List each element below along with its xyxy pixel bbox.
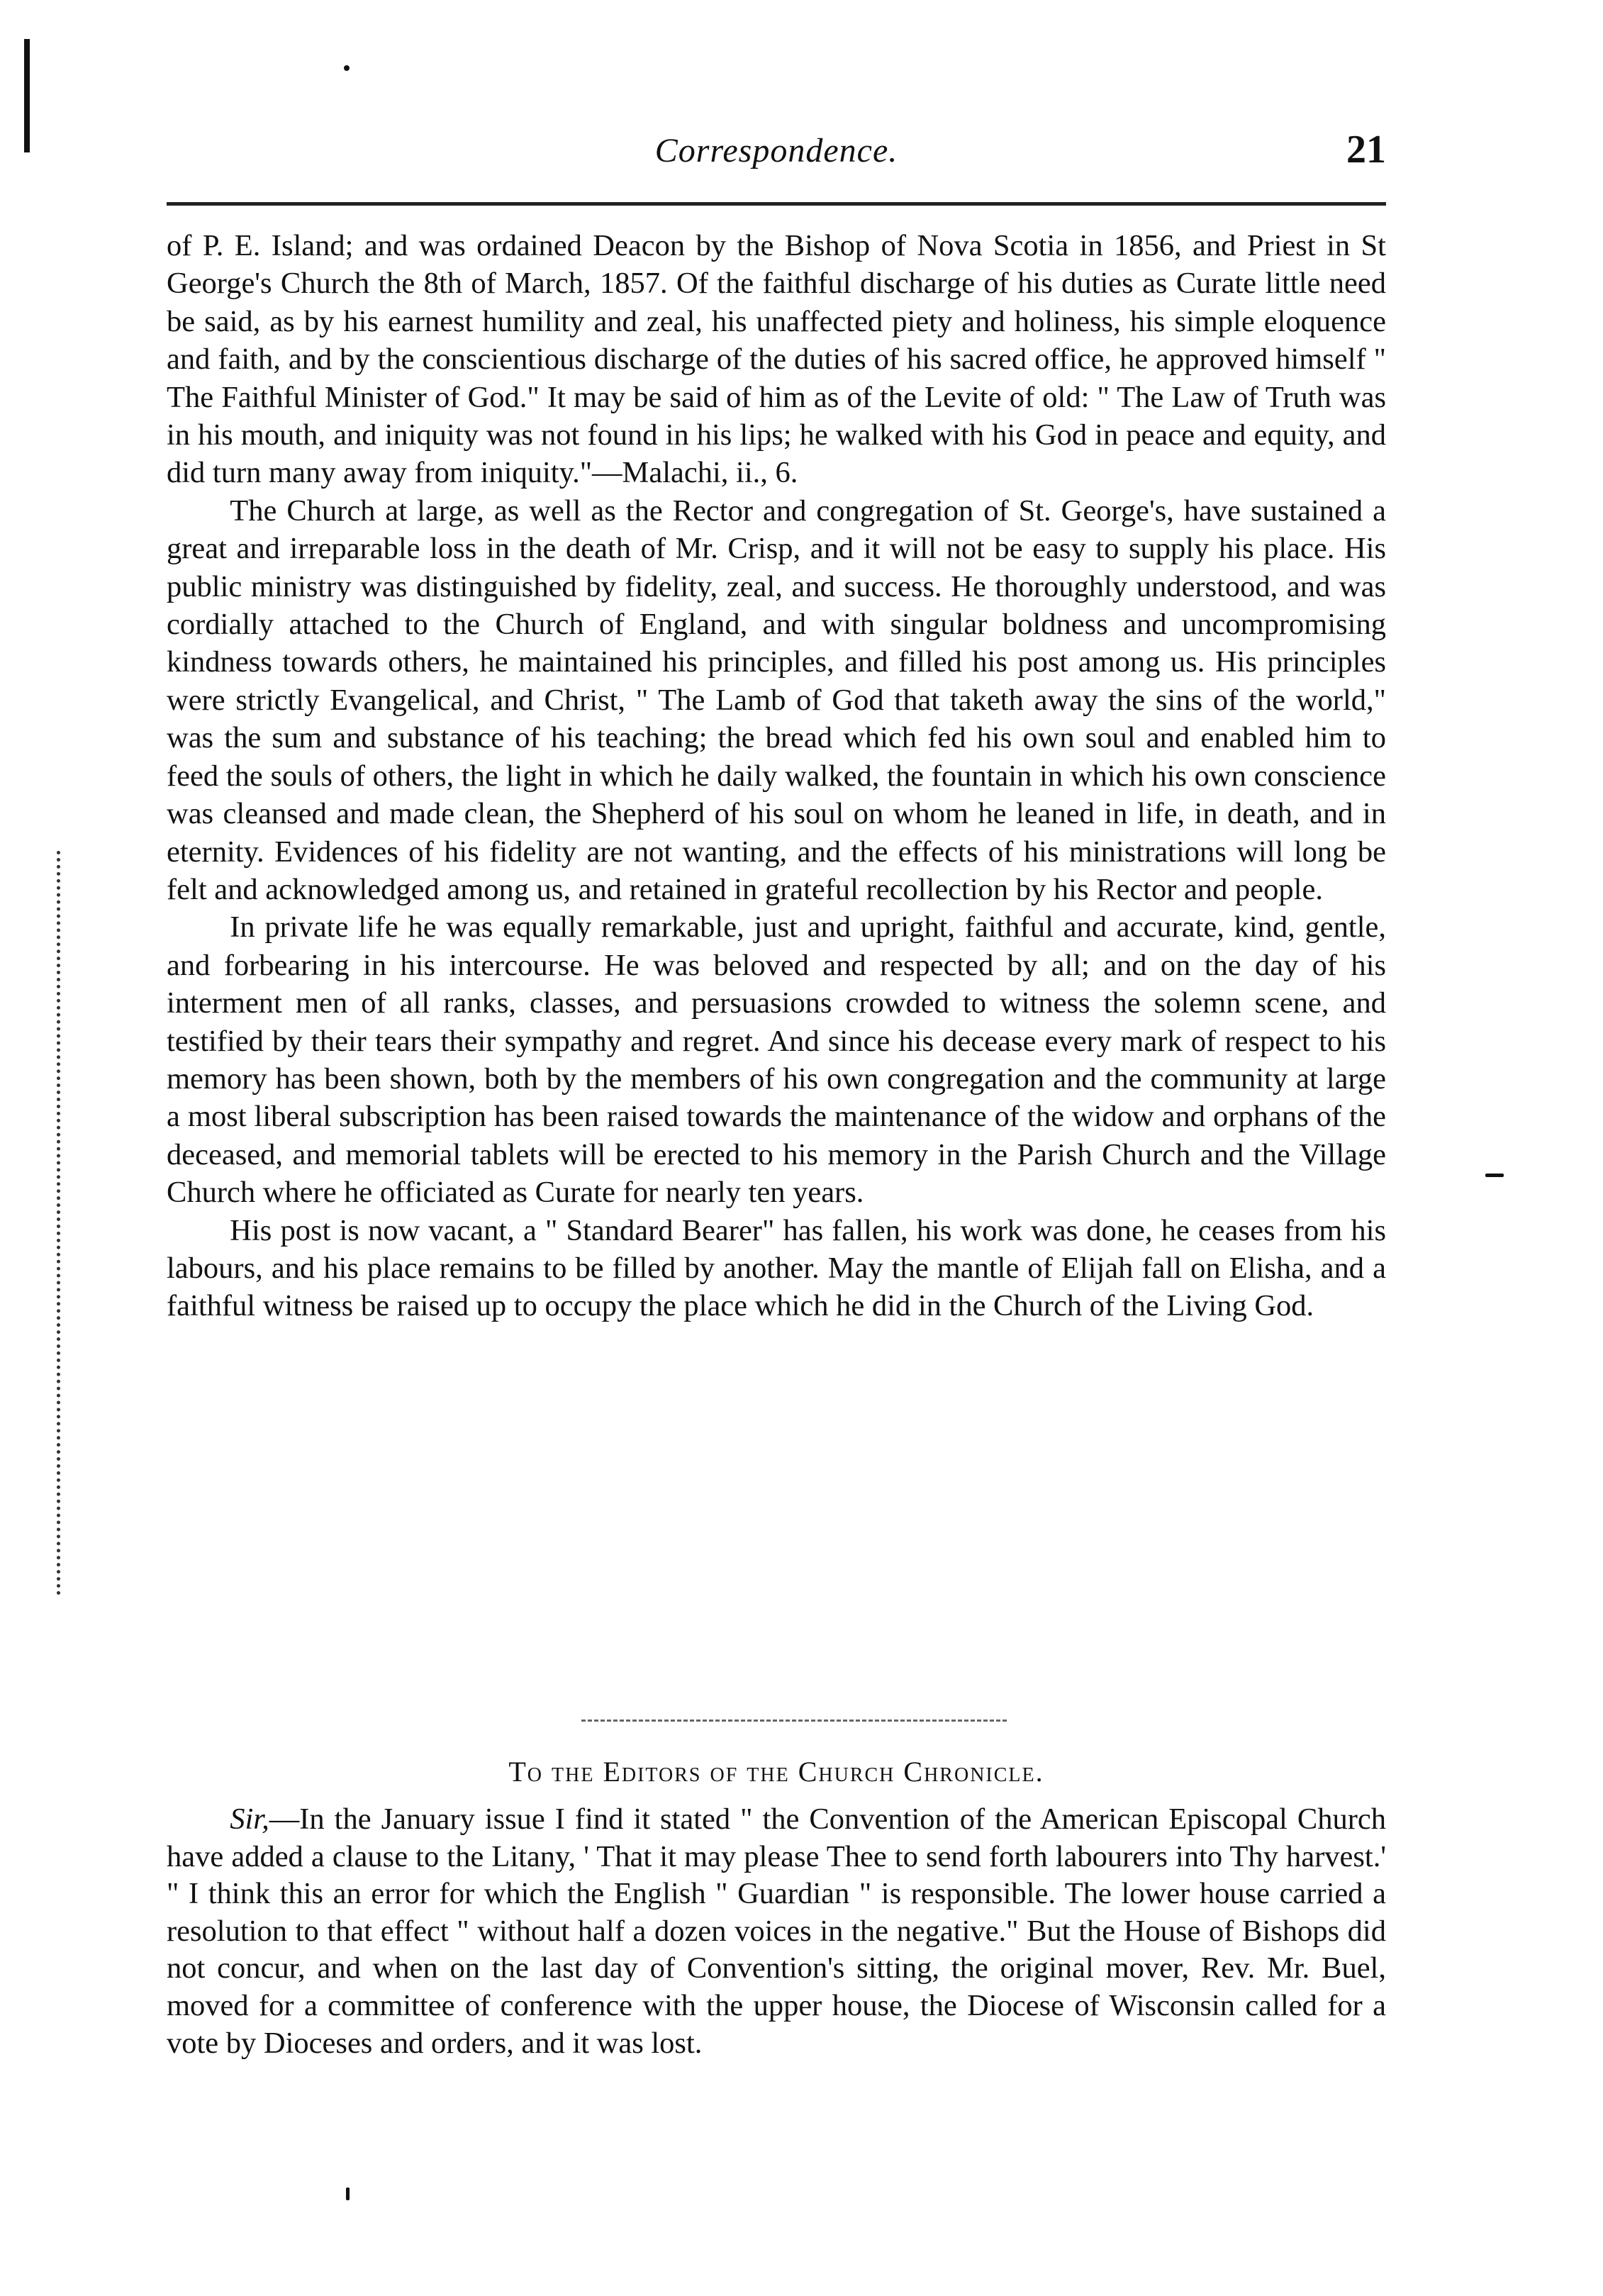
- article-body: [167, 227, 1386, 1325]
- scan-speck: [346, 2188, 350, 2200]
- scan-margin-dots: [57, 851, 60, 1595]
- page-number: 21: [1346, 128, 1386, 172]
- article-paragraph: of P. E. Island; and was ordained Deacon by the Bishop of Nova Scotia in 1856, and Priest in St George's Church the 8th of March, 1857. Of the faithful discharge of his duties as Curate little need be said, as by his earnest humility and zeal, his unaffected piety and holiness, his simple eloquence and faith, and by the conscientious discharge of the duties of his sacred office, he approved himself " The Faithful Minister of God." It may be said of him as of the Levite of old: " The Law of Truth was in his mouth, and iniquity was not found in his lips; he walked with his God in peace and equity, and did turn many away from iniquity."—Malachi, ii., 6.: [167, 229, 1386, 490]
- scan-speck: [1485, 1174, 1504, 1177]
- scan-speck: [344, 65, 350, 71]
- running-title: Correspondence.: [654, 132, 898, 169]
- page-header: [167, 124, 1386, 206]
- article-paragraph: The Church at large, as well as the Rector and congregation of St. George's, have sustained a great and irreparable loss in the death of Mr. Crisp, and it will not be easy to supply his place. His public ministry was distinguished by fidelity, zeal, and success. He thoroughly understood, and was cordially attached to the Church of England, and with singular boldness and uncompromising kindness towards others, he maintained his principles, and filled his post among us. His principles were strictly Evangelical, and Christ, " The Lamb of God that taketh away the sins of the world," was the sum and substance of his teaching; the bread which fed his own soul and enabled him to feed the souls of others, the light in which he daily walked, the fountain in which his own conscience was cleansed and made clean, the Shepherd of his soul on whom he leaned in life, in death, and in eternity. Evidences of his fidelity are not wanting, and the effects of his ministrations will long be felt and acknowledged among us, and retained in grateful recollection by his Rector and people.: [167, 494, 1386, 906]
- scan-margin-bar: [24, 39, 30, 152]
- letter-salutation: Sir,: [230, 1802, 269, 1836]
- article-paragraph: His post is now vacant, a " Standard Bearer" has fallen, his work was done, he ceases from his labours, and his place remains to be filled by another. May the mantle of Elijah fall on Elisha, and a faithful witness be raised up to occupy the place which he did in the Church of the Living God.: [167, 1213, 1386, 1323]
- letter-paragraph: [167, 1801, 1386, 2062]
- letter-heading: To the Editors of the Church Chronicle.: [508, 1756, 1044, 1788]
- letter-body: [167, 1801, 1386, 2062]
- section-divider: [581, 1720, 1007, 1722]
- letter-content: —In the January issue I find it stated " the Convention of the American Episcopal Church have added a clause to the Litany, ' That it may please Thee to send forth labourers into Thy harvest.' " I think this an error for which the English " Guardian " is responsible. The lower house carried a resolution to that effect " without half a dozen voices in the negative." But the House of Bishops did not concur, and when on the last day of Convention's sitting, the original mover, Rev. Mr. Buel, moved for a committee of conference with the upper house, the Diocese of Wisconsin called for a vote by Dioceses and orders, and it was lost.: [167, 1802, 1386, 2060]
- article-paragraph: In private life he was equally remarkable, just and upright, faithful and accurate, kind, gentle, and forbearing in his intercourse. He was beloved and respected by all; and on the day of his interment men of all ranks, classes, and persuasions crowded to witness the solemn scene, and testified by their tears their sympathy and regret. And since his decease every mark of respect to his memory has been shown, both by the members of his own congregation and the community at large a most liberal subscription has been raised towards the maintenance of the widow and orphans of the deceased, and memorial tablets will be erected to his memory in the Parish Church and the Village Church where he officiated as Curate for nearly ten years.: [167, 910, 1386, 1210]
